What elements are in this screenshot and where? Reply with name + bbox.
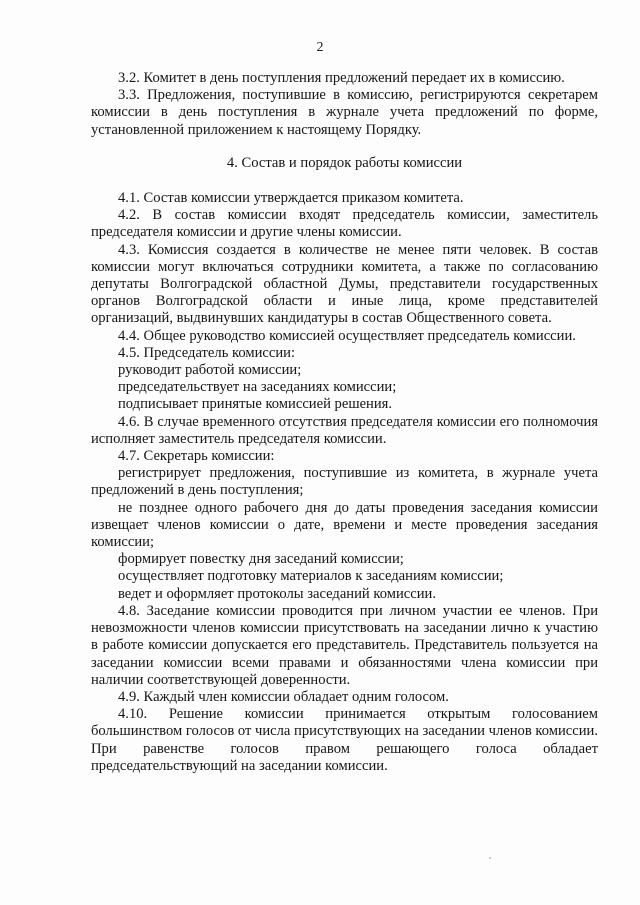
page-number: 2 bbox=[316, 40, 324, 55]
list-item: не позднее одного рабочего дня до даты проведения заседания комиссии извещает членов комиссии о дате, времени и месте проведения заседания комиссии; bbox=[91, 499, 598, 551]
list-item: подписывает принятые комиссией решения. bbox=[118, 396, 393, 413]
paragraph-4-1: 4.1. Состав комиссии утверждается приказом комитета. bbox=[118, 190, 464, 207]
paragraph-4-7: 4.7. Секретарь комиссии: bbox=[118, 448, 275, 465]
list-item: регистрирует предложения, поступившие из комитета, в журнале учета предложений в день поступления; bbox=[91, 465, 598, 499]
section-heading: 4. Состав и порядок работы комиссии bbox=[226, 154, 463, 171]
document-body bbox=[91, 70, 598, 775]
list-item: осуществляет подготовку материалов к заседаниям комиссии; bbox=[118, 568, 504, 585]
paragraph-4-10: 4.10. Решение комиссии принимается открытым голосованием большинством голосов от числа присутствующих на заседании членов комиссии. При равенстве голосов правом решающего голоса обладает председательствующий на заседании комиссии. bbox=[91, 706, 598, 774]
paragraph-4-3: 4.3. Комиссия создается в количестве не менее пяти человек. В состав комиссии могут включаться сотрудники комитета, а также по согласованию депутаты Волгоградской областной Думы, представители государственных органов Волгоградской области и иные лица, кроме представителей организаций, выдвинувших кандидатуры в состав Общественного совета. bbox=[91, 241, 598, 327]
paragraph-4-2: 4.2. В состав комиссии входят председатель комиссии, заместитель председателя комиссии и другие члены комиссии. bbox=[91, 207, 598, 241]
list-item: председательствует на заседаниях комиссии; bbox=[118, 379, 397, 396]
paragraph-4-8: 4.8. Заседание комиссии проводится при личном участии ее членов. При невозможности членов комиссии присутствовать на заседании лично к участию в работе комиссии допускается его представитель. Представитель пользуется на заседании комиссии всеми правами и обязанностями члена комиссии при наличии соответствующей доверенности. bbox=[91, 602, 598, 688]
paragraph-4-5: 4.5. Председатель комиссии: bbox=[118, 344, 296, 361]
paragraph-3-3: 3.3. Предложения, поступившие в комиссию, регистрируются секретарем комиссии в день поступления в журнале учета предложений по форме, установленной приложением к настоящему Порядку. bbox=[91, 87, 598, 138]
scan-speck bbox=[489, 857, 491, 859]
list-item: ведет и оформляет протоколы заседаний комиссии. bbox=[118, 585, 437, 602]
list-item: формирует повестку дня заседаний комиссии; bbox=[118, 551, 404, 568]
paragraph-4-9: 4.9. Каждый член комиссии обладает одним голосом. bbox=[118, 688, 449, 705]
paragraph-3-2: 3.2. Комитет в день поступления предложений передает их в комиссию. bbox=[118, 70, 565, 86]
list-item: руководит работой комиссии; bbox=[118, 362, 302, 379]
paragraph-4-4: 4.4. Общее руководство комиссией осуществляет председатель комиссии. bbox=[118, 327, 576, 344]
paragraph-4-6: 4.6. В случае временного отсутствия председателя комиссии его полномочия исполняет заместитель председателя комиссии. bbox=[91, 413, 598, 447]
